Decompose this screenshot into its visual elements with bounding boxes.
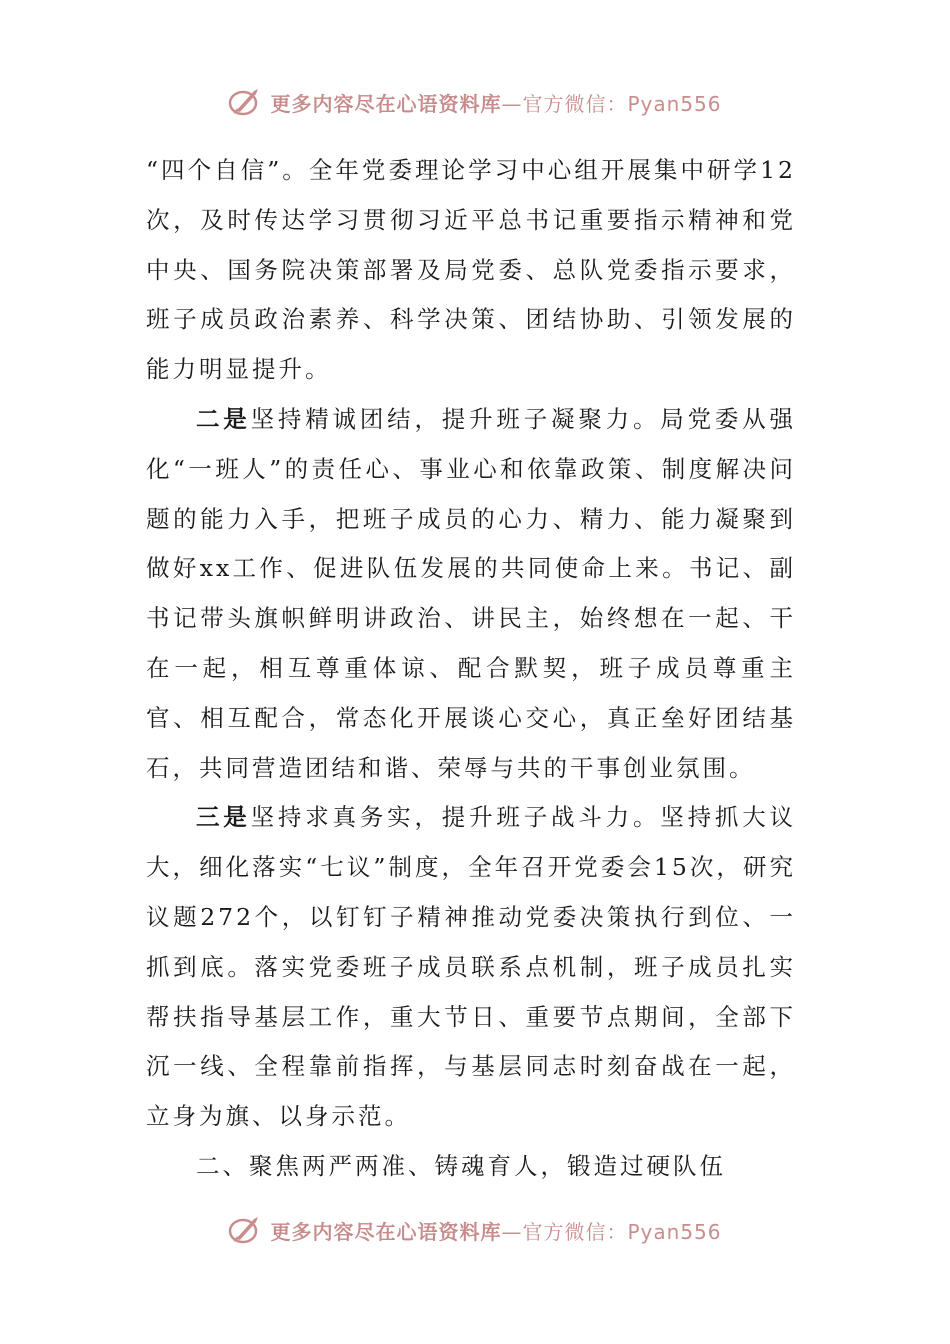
paragraph-3 xyxy=(146,793,796,1142)
watermark-main: 更多内容尽在心语资料库 xyxy=(270,91,502,116)
watermark-text xyxy=(270,88,721,117)
paragraph-1-text: “四个自信”。全年党委理论学习中心组开展集中研学12次，及时传达学习贯彻习近平总书记重要指示精神和党中央、国务院决策部署及局党委、总队党委指示要求，班子成员政治素养、科学决策、团结协助、引领发展的能力明显提升。 xyxy=(146,156,796,384)
watermark-main: 更多内容尽在心语资料库 xyxy=(270,1219,502,1244)
watermark-id: Pyan556 xyxy=(627,91,722,116)
watermark-id: Pyan556 xyxy=(627,1219,722,1244)
section-heading: 二、聚焦两严两准、铸魂育人，锻造过硬队伍 xyxy=(196,1151,726,1180)
document-body xyxy=(146,146,796,1192)
header-watermark xyxy=(0,82,950,122)
quill-pen-logo-icon xyxy=(228,1213,262,1247)
watermark-text xyxy=(270,1216,721,1245)
paragraph-2 xyxy=(146,395,796,793)
paragraph-3-text: 坚持求真务实，提升班子战斗力。坚持抓大议大，细化落实“七议”制度，全年召开党委会15次，研究议题272个，以钉钉子精神推动党委决策执行到位、一抓到底。落实党委班子成员联系点机制，班子成员扎实帮扶指导基层工作，重大节日、重要节点期间，全部下沉一线、全程靠前指挥，与基层同志时刻奋战在一起，立身为旗、以身示范。 xyxy=(146,803,797,1131)
quill-pen-logo-icon xyxy=(228,85,262,119)
paragraph-1 xyxy=(146,146,796,395)
watermark-dash: — xyxy=(501,1219,523,1244)
watermark-label: 官方微信： xyxy=(522,1219,628,1244)
footer-watermark xyxy=(0,1210,950,1250)
paragraph-2-text: 坚持精诚团结，提升班子凝聚力。局党委从强化“一班人”的责任心、事业心和依靠政策、制度解决问题的能力入手，把班子成员的心力、精力、能力凝聚到做好xx工作、促进队伍发展的共同使命上来。书记、副书记带头旗帜鲜明讲政治、讲民主，始终想在一起、干在一起，相互尊重体谅、配合默契，班子成员尊重主官、相互配合，常态化开展谈心交心，真正垒好团结基石，共同营造团结和谐、荣辱与共的干事创业氛围。 xyxy=(146,404,797,782)
watermark-label: 官方微信： xyxy=(522,91,628,116)
watermark-dash: — xyxy=(501,91,523,116)
paragraph-2-lead: 二是 xyxy=(196,404,251,433)
paragraph-3-lead: 三是 xyxy=(196,803,251,832)
